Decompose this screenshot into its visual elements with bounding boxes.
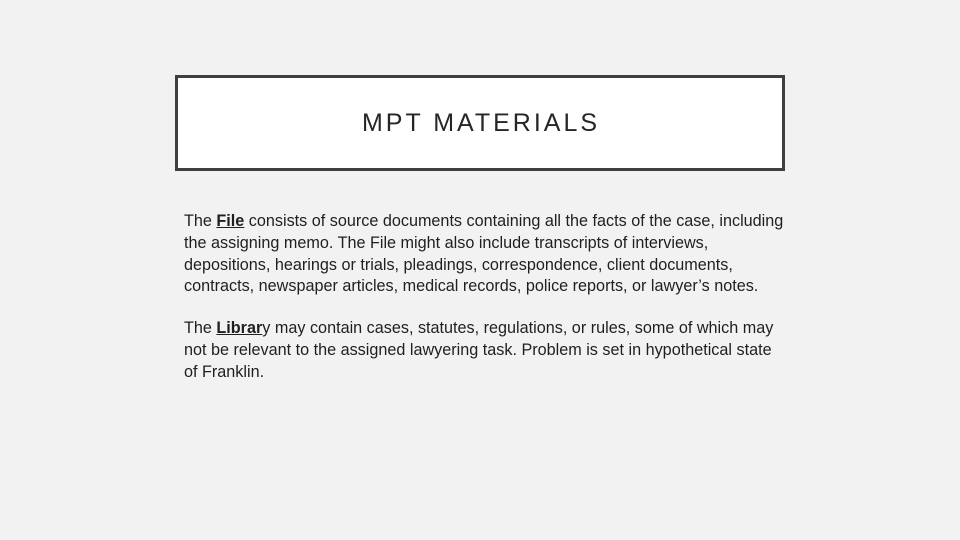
slide-title: MPT MATERIALS xyxy=(361,108,601,137)
paragraph-text: consists of source documents containing all the facts of the case, including the assigning memo. The File might also include transcripts of interviews, depositions, hearings or trials, pleadings, correspondence, client documents, contracts, newspaper articles, medical records, police reports, or lawyer’s notes. xyxy=(184,212,784,296)
paragraph-lead: The xyxy=(184,319,217,338)
paragraph-lead: The xyxy=(184,212,217,230)
title-box xyxy=(175,75,785,171)
paragraph-text: may contain cases, statutes, regulations, or rules, some of which may not be relevant to the assigned lawyering task. Problem is set in hypothetical state of Franklin. xyxy=(184,319,774,381)
body-text xyxy=(184,211,784,384)
paragraph-file xyxy=(184,211,784,298)
term-file: File xyxy=(216,212,245,230)
term-library: Librar xyxy=(216,319,263,338)
term-library-suffix: y xyxy=(262,319,271,338)
paragraph-library xyxy=(184,318,784,383)
